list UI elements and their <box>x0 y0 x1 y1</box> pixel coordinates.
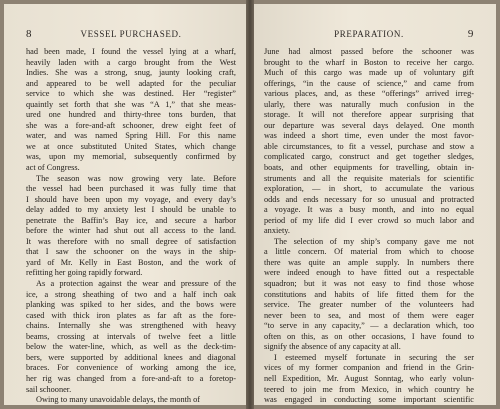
text-line: often on this, as on other occasions, I have found to <box>264 331 474 341</box>
running-head: PREPARATION. <box>334 29 404 39</box>
text-line: sail schooner. <box>26 384 72 394</box>
right-page-text <box>264 47 474 405</box>
text-line: As a protection against the wear and pressure of the <box>36 279 236 289</box>
text-line: constitutions and habits of life fitted them for the <box>264 289 474 299</box>
text-line: offerings, “in the cause of science,” and came from <box>264 78 474 88</box>
text-line: service to which she was destined. Her “register” <box>26 89 236 99</box>
text-line: signify the absence of any capacity at all. <box>264 342 401 352</box>
text-line: heavily laden with a cargo brought from the West <box>26 57 236 67</box>
text-line: delay added to my anxiety lest I should be unable to <box>26 205 236 215</box>
text-line: Much of this cargo was made up of voluntary gift <box>264 68 474 78</box>
page-number: 9 <box>467 28 474 40</box>
text-line: The season was now growing very late. Before <box>36 173 236 183</box>
text-line: planking was spiked to her sides, and the bows were <box>26 300 236 310</box>
text-line: beams, crossing at intervals of twelve feet a little <box>26 331 236 341</box>
text-line: her rig was changed from a fore-and-aft to a foretop- <box>26 373 236 383</box>
text-line: there was quite an ample supply. In numbers there <box>264 257 474 267</box>
text-line: Indies. She was a strong, snug, jaunty looking craft, <box>26 68 236 78</box>
text-line: refitting her going rapidly forward. <box>26 268 143 278</box>
text-line: period of my life did I ever crowd so much labor and <box>264 215 474 225</box>
text-line: water, and was named Spring Hill. For this name <box>26 131 236 141</box>
text-line: service. The greater number of the volunteers had <box>264 300 474 310</box>
text-line: various places, and, as these “offerings” arrived irreg- <box>264 89 474 99</box>
text-line: I should have been upon my voyage, and every day’s <box>26 194 236 204</box>
text-line: below the water-line, which, as well as the deck-tim- <box>26 342 236 352</box>
text-line: June had almost passed before the schooner was <box>264 47 474 56</box>
text-line: chains. Internally she was strengthened with heavy <box>26 321 236 331</box>
text-line: It was therefore with no small degree of satisfaction <box>26 236 236 246</box>
right-page-header <box>264 28 474 42</box>
text-line: our departure was several days delayed. One month <box>264 120 474 130</box>
text-line: was, upon my memorial, subsequently confirmed by <box>26 152 236 162</box>
text-line: penetrate the Baffin’s Bay ice, and secure a harbor <box>26 215 236 225</box>
left-page <box>4 4 246 405</box>
text-line: ice, a strong sheathing of two and a half inch oak <box>26 289 236 299</box>
text-line: “to serve in any capacity,” — a declaration which, too <box>264 321 474 331</box>
text-line: we at once substituted United States, which change <box>26 141 236 151</box>
left-page-text <box>26 47 236 405</box>
text-line: was indeed a short time, even under the most favor- <box>264 131 474 141</box>
text-line: act of Congress. <box>26 163 80 173</box>
text-line: a little concern. Of material from which to choose <box>264 247 474 257</box>
page-number: 8 <box>26 28 33 40</box>
text-line: ured one hundred and thirty-three tons burden, that <box>26 110 236 120</box>
text-line: teered to join me from Mexico, in which country he <box>264 384 474 394</box>
text-line: bers, were supported by additional knees and diagonal <box>26 352 236 362</box>
text-line: vices of my former companion and friend in the Grin- <box>264 363 474 373</box>
text-line: complicated cargo, construct and get together sledges, <box>264 152 474 162</box>
text-line: ularly, there was naturally much confusion in the <box>264 99 474 109</box>
text-line: before the winter had shut out all access to the land. <box>26 226 236 236</box>
book-gutter <box>246 0 254 409</box>
text-line: brought to the wharf in Boston to receive her cargo. <box>264 57 474 67</box>
text-line: the vessel had been purchased it was fully time that <box>26 184 236 194</box>
text-line: The selection of my ship’s company gave me not <box>274 236 474 246</box>
text-line: cased with thick iron plates as far aft as the fore- <box>26 310 236 320</box>
text-line: never been to sea, and most of them were eager <box>264 310 474 320</box>
text-line: and appeared to be well adapted for the peculiar <box>26 78 236 88</box>
right-page <box>254 4 496 405</box>
text-line: anxiety. <box>264 226 290 236</box>
text-line: odds and ends necessary for so unusual and protracted <box>264 194 474 204</box>
running-head: VESSEL PURCHASED. <box>80 29 182 39</box>
text-line: had been made, I found the vessel lying at a wharf, <box>26 47 236 56</box>
text-line: a voyage. It was a busy month, and into no equal <box>264 205 474 215</box>
text-line: that I saw the schooner on the ways in the ship- <box>26 247 236 257</box>
text-line: she was a fore-and-aft schooner, drew eight feet of <box>26 120 236 130</box>
text-line: was engaged in conducting some important scientific <box>264 395 474 405</box>
text-line: storage. It will not therefore appear surprising that <box>264 110 474 120</box>
text-line: squadron; but it was not easy to find those whose <box>264 279 474 289</box>
text-line: yard of Mr. Kelly in East Boston, and the work of <box>26 257 236 267</box>
text-line: boats, and other equipments for travelling, obtain in- <box>264 163 474 173</box>
text-line: braces. For convenience of working among the ice, <box>26 363 236 373</box>
text-line: able circumstances, to fit a vessel, purchase and stow a <box>264 141 474 151</box>
text-line: Owing to many unavoidable delays, the month of <box>36 395 201 405</box>
text-line: quaintly set forth that she was “A 1,” that she meas- <box>26 99 236 109</box>
text-line: were indeed enough to have fitted out a respectable <box>264 268 474 278</box>
text-line: nell Expedition, Mr. August Sonntag, who early volun- <box>264 373 474 383</box>
text-line: exploration, — in short, to accumulate the various <box>264 184 474 194</box>
text-line: I esteemed myself fortunate in securing the ser <box>274 352 474 362</box>
text-line: struments and all the requisite materials for scientific <box>264 173 474 183</box>
left-page-header <box>26 28 236 42</box>
